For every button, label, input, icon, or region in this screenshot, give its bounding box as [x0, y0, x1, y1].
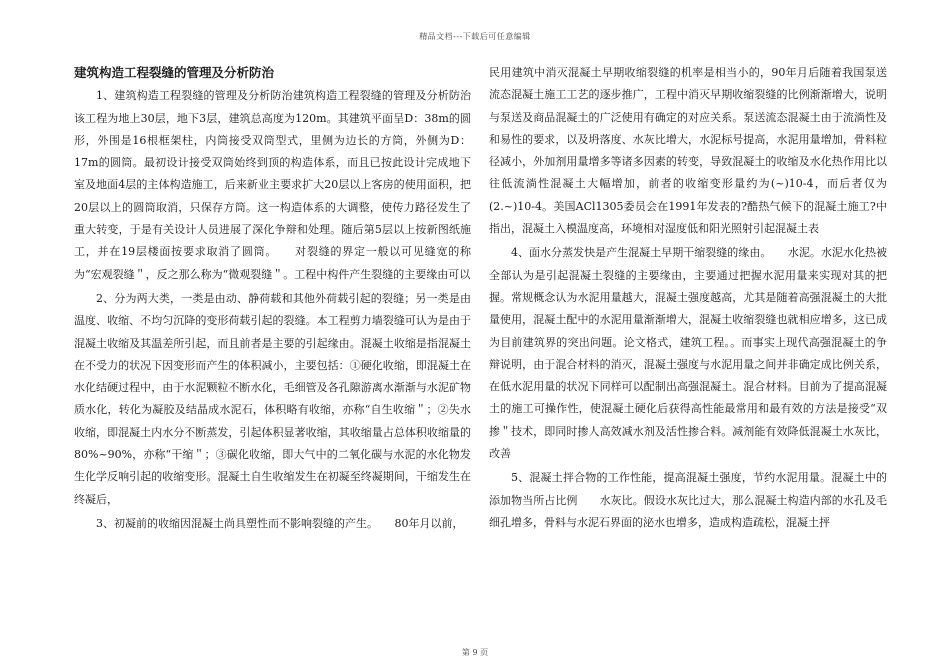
paragraph: 2、分为两大类，一类是由动、静荷载和其他外荷载引起的裂缝；另一类是由温度、收缩、不均匀沉降的变形荷载引起的裂缝。本工程剪力墙裂缝可认为是由于混凝土收缩及其温差所引起，而且前者是主要的引起缘由。混凝土收缩是指混凝土在不受力的状况下因变形而产生的体积减小，主要包括：①硬化收缩，即混凝土在水化结硬过程中，由于水泥颗粒不断水化，毛细管及各孔隙游离水渐渐与水泥矿物质水化，转化为凝胶及结晶成水泥石，体积略有收缩，亦称“自生收缩＂；②失水收缩，即混凝土内水分不断蒸发，引起体积显著收缩，其收缩量占总体积收缩量的80%~90%，亦称“干缩＂；③碳化收缩，即大气中的二氧化碳与水泥的水化物发生化学反响引起的收缩变形。混凝土自生收缩发生在初凝至终凝期间，干缩发生在终凝后，: [74, 291, 471, 506]
paragraph: 4、面水分蒸发快是产生混凝土早期干缩裂缝的缘由。 水泥。水泥水化热被全部认为是引起混凝土裂缝的主要缘由，主要通过把握水泥用量来实现对其的把握。常规概念认为水泥用量越大，混凝土强度越高，尤其是随着高强混凝土的大批量使用，混凝土配中的水泥用量渐渐增大，混凝土收缩裂缝也就相应增多，这已成为目前建筑界的突出问题。论文格式，建筑工程。。而事实上现代高强混凝土的争辩说明，由于混合材料的消灭，混凝土强度与水泥用量之间并非确定成比例关系，在低水泥用量的状况下同样可以配制出高强混凝土。混合材料。目前为了提高混凝土的施工可操作性，使混凝土硬化后获得高性能最常用和最有效的方法是接受“双掺＂技术，即同时掺人高效减水剂及活性掺合料。减剂能有效降低混凝土水灰比，改善: [489, 246, 887, 461]
page-number: 第 9 页: [461, 648, 489, 657]
paragraph: 5、混凝土拌合物的工作性能，提高混凝土强度，节约水泥用量。混凝土中的添加物当所占比例 水灰比。假设水灰比过大，那么混凝土构造内部的水孔及毛细孔增多，骨料与水泥石界面的泌水也增多，造成构造疏松，混凝土抨: [489, 471, 887, 529]
document-title: 建筑构造工程裂缝的管理及分析防治: [74, 65, 275, 80]
paragraph: 1、建筑构造工程裂缝的管理及分析防治建筑构造工程裂缝的管理及分析防治 该工程为地上30层，地下3层，建筑总高度为120m。其建筑平面呈D：38m的圆形，外围是16根框架柱，内筒接受双筒型式，里侧为边长的方筒，外侧为D：17m的圆筒。最初设计接受双筒始终到顶的构造体系，而且已按此设计完成地下室及地面4层的主体构造施工，后来新业主要求扩大20层以上客房的使用面积，把20层以上的圆筒取消，只保存方筒。这一构造体系的大调整，使传力路径发生了重大转变，于是有关设计人员进展了深化争辩和处理。随后第5层以上按新图纸施工，并在19层楼面按要求取消了圆筒。 对裂缝的界定一般以可见缝宽的称为“宏观裂缝＂，反之那么称为“微观裂缝＂。工程中构件产生裂缝的主要缘由可以: [74, 89, 493, 281]
right-column: [489, 62, 887, 536]
header-note: 精品文档---下载后可任意编辑: [419, 32, 531, 41]
left-column: [74, 62, 493, 537]
paragraph: 民用建筑中消灭混凝土早期收缩裂缝的机率是相当小的，90年月后随着我国泵送流态混凝土施工工艺的逐步推广，工程中消灭早期收缩裂缝的比例渐渐增大，说明与泵送及商品混凝土的广泛使用有确定的对应关系。泵送流态混凝土由于流淌性及和易性的要求，以及坍落度、水灰比增大，水泥标号提高，水泥用量增加，骨料粒径减小，外加剂用量增多等诸多因素的转变，导致混凝土的收缩及水化热作用比以往低流淌性混凝土大幅增加，前者的收缩变形量约为(~)10-4，而后者仅为(2.~)10-4。美国ACl1305委员会在1991年发表的?酷热气候下的混凝土施工?中指出，混凝土入模温度高，环境相对湿度低和阳光照射引起混凝土表: [489, 66, 887, 236]
paragraph: 3、初凝前的收缩因混凝土尚具塑性而不影响裂缝的产生。 80年月以前，: [96, 516, 464, 530]
